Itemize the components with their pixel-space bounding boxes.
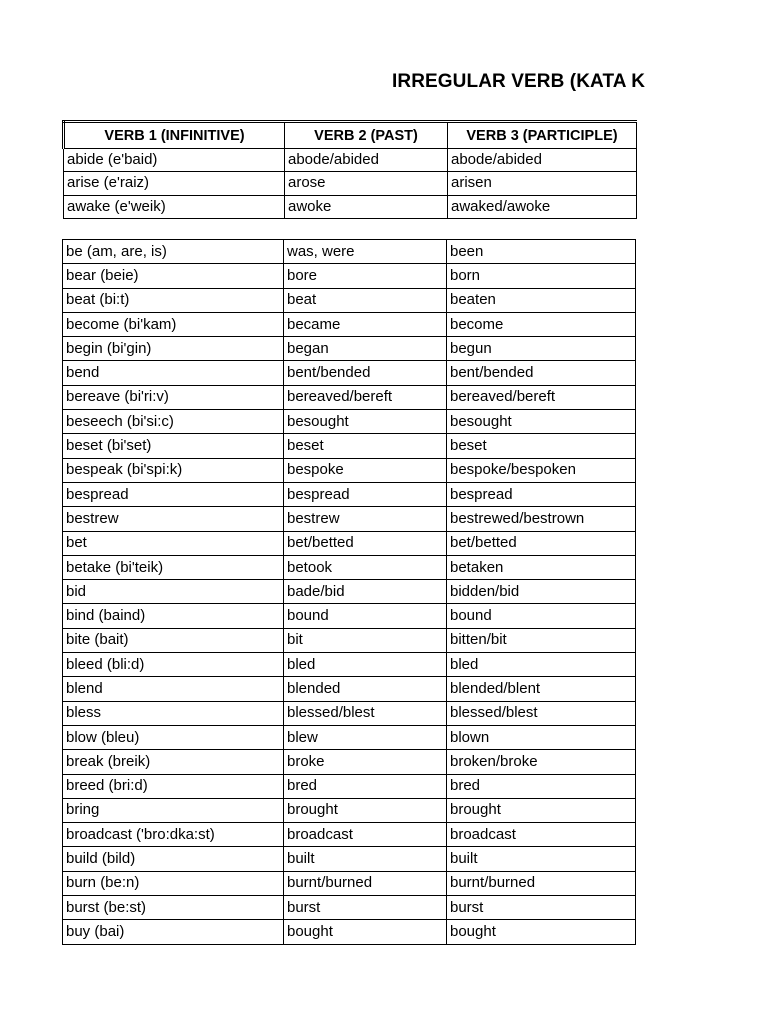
table-row — [63, 434, 636, 458]
table-row — [63, 385, 636, 409]
table-row — [63, 774, 636, 798]
verb2-cell: blessed/blest — [284, 701, 447, 725]
verb3-cell: become — [447, 312, 636, 336]
verb2-cell: bestrew — [284, 507, 447, 531]
verb3-cell: bet/betted — [447, 531, 636, 555]
verb2-cell: bore — [284, 264, 447, 288]
verb2-cell: bereaved/bereft — [284, 385, 447, 409]
verb1-cell: bring — [63, 798, 284, 822]
verb1-cell: breed (bri:d) — [63, 774, 284, 798]
verb3-cell: besought — [447, 410, 636, 434]
verb1-cell: awake (e'weik) — [64, 195, 285, 218]
verb2-cell: bent/bended — [284, 361, 447, 385]
table-row — [63, 798, 636, 822]
verb3-cell: burnt/burned — [447, 871, 636, 895]
verb1-cell: betake (bi'teik) — [63, 555, 284, 579]
table-row — [63, 750, 636, 774]
verb3-cell: bound — [447, 604, 636, 628]
verb1-cell: begin (bi'gin) — [63, 337, 284, 361]
column-header-verb1: VERB 1 (INFINITIVE) — [64, 122, 285, 149]
table-row — [63, 604, 636, 628]
table-row — [63, 482, 636, 506]
verb2-cell: abode/abided — [285, 149, 448, 172]
verb1-cell: blend — [63, 677, 284, 701]
verb1-cell: become (bi'kam) — [63, 312, 284, 336]
verb2-cell: bound — [284, 604, 447, 628]
verb2-cell: was, were — [284, 240, 447, 264]
verb1-cell: bespeak (bi'spi:k) — [63, 458, 284, 482]
verb1-cell: arise (e'raiz) — [64, 172, 285, 195]
table-row — [63, 920, 636, 944]
table-row — [63, 288, 636, 312]
verb3-cell: bereaved/bereft — [447, 385, 636, 409]
verb1-cell: bind (baind) — [63, 604, 284, 628]
verb3-cell: arisen — [448, 172, 637, 195]
table-row — [63, 264, 636, 288]
verb1-cell: beseech (bi'si:c) — [63, 410, 284, 434]
verb3-cell: bidden/bid — [447, 580, 636, 604]
table-row — [63, 555, 636, 579]
verb3-cell: burst — [447, 896, 636, 920]
table-row — [63, 458, 636, 482]
verb3-cell: bled — [447, 653, 636, 677]
verb3-cell: brought — [447, 798, 636, 822]
verb1-cell: build (bild) — [63, 847, 284, 871]
verb1-cell: beset (bi'set) — [63, 434, 284, 458]
verb2-cell: built — [284, 847, 447, 871]
table-row — [63, 677, 636, 701]
verb1-cell: bestrew — [63, 507, 284, 531]
verb2-cell: beset — [284, 434, 447, 458]
table-row — [63, 361, 636, 385]
verb3-cell: blessed/blest — [447, 701, 636, 725]
verb2-cell: awoke — [285, 195, 448, 218]
verb3-cell: broken/broke — [447, 750, 636, 774]
verb2-cell: bet/betted — [284, 531, 447, 555]
table-row — [63, 312, 636, 336]
table-row — [63, 628, 636, 652]
table-row — [63, 823, 636, 847]
verb2-cell: burst — [284, 896, 447, 920]
verb2-cell: besought — [284, 410, 447, 434]
verb3-cell: built — [447, 847, 636, 871]
verb-table-main-block — [62, 239, 636, 945]
verb3-cell: awaked/awoke — [448, 195, 637, 218]
verb2-cell: bade/bid — [284, 580, 447, 604]
verb1-cell: burst (be:st) — [63, 896, 284, 920]
table-row — [64, 172, 637, 195]
table-row — [63, 337, 636, 361]
column-header-verb2: VERB 2 (PAST) — [285, 122, 448, 149]
verb3-cell: beaten — [447, 288, 636, 312]
verb1-cell: bend — [63, 361, 284, 385]
verb1-cell: bite (bait) — [63, 628, 284, 652]
table-row — [64, 195, 637, 218]
verb1-cell: bespread — [63, 482, 284, 506]
verb2-cell: beat — [284, 288, 447, 312]
verb1-cell: be (am, are, is) — [63, 240, 284, 264]
verb2-cell: bit — [284, 628, 447, 652]
verb2-cell: broadcast — [284, 823, 447, 847]
table-row — [63, 701, 636, 725]
verb1-cell: break (breik) — [63, 750, 284, 774]
verb2-cell: blended — [284, 677, 447, 701]
verb3-cell: bent/bended — [447, 361, 636, 385]
table-row — [63, 507, 636, 531]
verb3-cell: bought — [447, 920, 636, 944]
verb2-cell: bled — [284, 653, 447, 677]
verb3-cell: beset — [447, 434, 636, 458]
verb3-cell: born — [447, 264, 636, 288]
verb2-cell: began — [284, 337, 447, 361]
header-row — [64, 122, 637, 149]
verb1-cell: bid — [63, 580, 284, 604]
verb3-cell: betaken — [447, 555, 636, 579]
table-row — [63, 725, 636, 749]
verb1-cell: burn (be:n) — [63, 871, 284, 895]
verb3-cell: blown — [447, 725, 636, 749]
column-header-verb3: VERB 3 (PARTICIPLE) — [448, 122, 637, 149]
verb3-cell: blended/blent — [447, 677, 636, 701]
verb1-cell: abide (e'baid) — [64, 149, 285, 172]
verb2-cell: bespread — [284, 482, 447, 506]
table-row — [63, 896, 636, 920]
verb2-cell: became — [284, 312, 447, 336]
verb2-cell: broke — [284, 750, 447, 774]
verb3-cell: bestrewed/bestrown — [447, 507, 636, 531]
verb3-cell: bitten/bit — [447, 628, 636, 652]
verb3-cell: broadcast — [447, 823, 636, 847]
verb1-cell: bleed (bli:d) — [63, 653, 284, 677]
verb1-cell: broadcast ('bro:dka:st) — [63, 823, 284, 847]
verb1-cell: beat (bi:t) — [63, 288, 284, 312]
table-row — [63, 531, 636, 555]
table-row — [63, 871, 636, 895]
verb2-cell: blew — [284, 725, 447, 749]
verb2-cell: arose — [285, 172, 448, 195]
table-row — [63, 240, 636, 264]
table-row — [64, 149, 637, 172]
verb1-cell: buy (bai) — [63, 920, 284, 944]
verb2-cell: brought — [284, 798, 447, 822]
verb1-cell: bless — [63, 701, 284, 725]
verb3-cell: bespread — [447, 482, 636, 506]
verb1-cell: bet — [63, 531, 284, 555]
verb1-cell: bereave (bi'ri:v) — [63, 385, 284, 409]
verb3-cell: bred — [447, 774, 636, 798]
verb2-cell: burnt/burned — [284, 871, 447, 895]
table-row — [63, 410, 636, 434]
table-row — [63, 580, 636, 604]
verb1-cell: blow (bleu) — [63, 725, 284, 749]
verb2-cell: bought — [284, 920, 447, 944]
verb2-cell: bespoke — [284, 458, 447, 482]
verb3-cell: begun — [447, 337, 636, 361]
verb-table-header-block — [62, 120, 637, 219]
verb3-cell: been — [447, 240, 636, 264]
verb3-cell: bespoke/bespoken — [447, 458, 636, 482]
table-row — [63, 653, 636, 677]
table-row — [63, 847, 636, 871]
verb2-cell: bred — [284, 774, 447, 798]
verb1-cell: bear (beie) — [63, 264, 284, 288]
verb2-cell: betook — [284, 555, 447, 579]
verb3-cell: abode/abided — [448, 149, 637, 172]
page-title: IRREGULAR VERB (KATA K — [392, 71, 646, 92]
